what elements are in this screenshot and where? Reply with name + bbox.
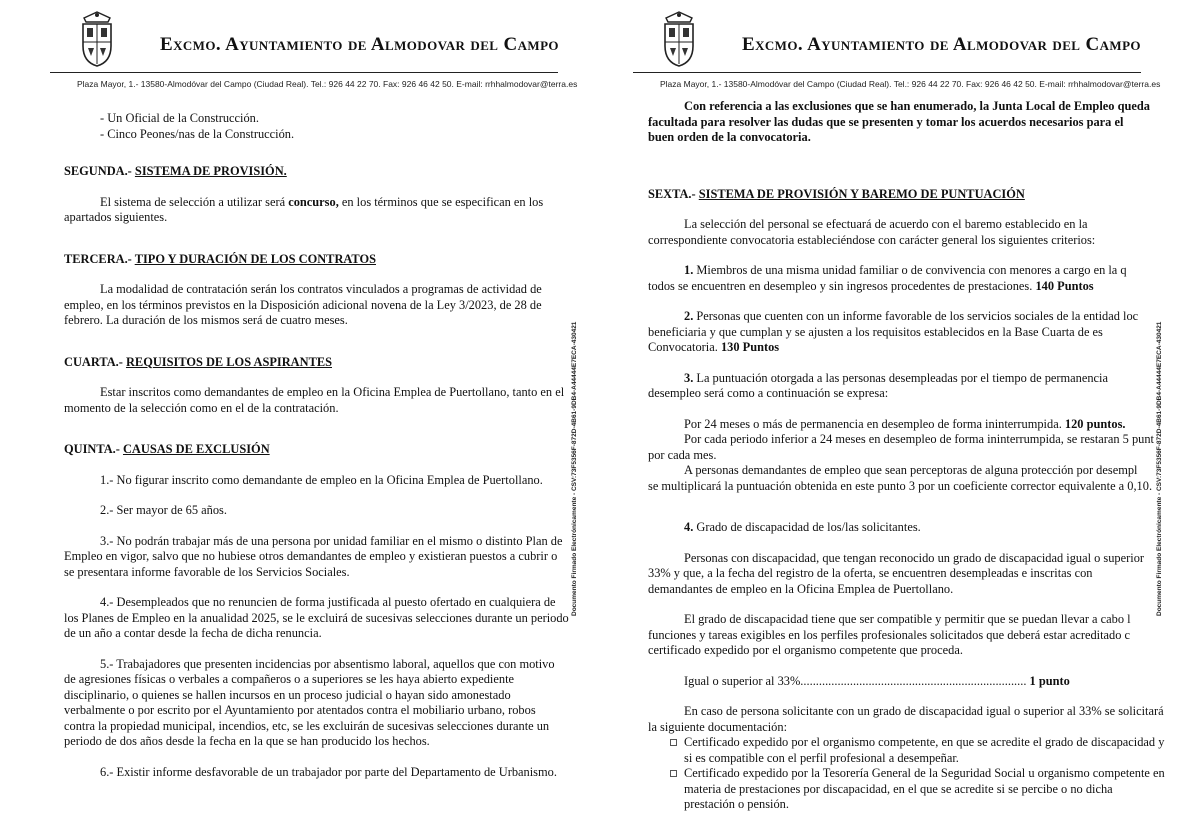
checkbox-bullet-icon [670, 770, 677, 777]
heading-prefix: SEGUNDA.- [64, 164, 132, 178]
header-divider [50, 72, 558, 73]
points-row: Igual o superior al 33%......................................................................... 1 punto [684, 673, 1070, 688]
document-page-right [600, 0, 1199, 811]
page-gutter [592, 0, 600, 749]
paragraph-line: facultada para resolver las dudas que se presenten y tomar los acuerdos necesarios para el [648, 114, 1124, 129]
paragraph-line: empleo, en los términos previstos en la Disposición adicional novena de la Ley 3/2023, de 28 de [64, 297, 542, 312]
paragraph-line: buen orden de la convocatoria. [648, 130, 811, 144]
paragraph-line: La modalidad de contratación serán los contratos vinculados a programas de actividad de [100, 282, 542, 296]
header-divider [633, 72, 1141, 73]
list-item: - Cinco Peones/nas de la Construcción. [100, 126, 295, 141]
checkbox-bullet-icon [670, 739, 677, 746]
points-label: 120 puntos. [1064, 416, 1126, 431]
paragraph-line: certificado expedido por el organismo competente que proceda. [648, 643, 963, 657]
criterion-item: 4. Grado de discapacidad de los/las solicitantes. [684, 520, 921, 534]
paragraph-line: En caso de persona solicitante con un grado de discapacidad igual o superior al 33% se solicitará [684, 704, 1164, 718]
paragraph-line: Estar inscritos como demandantes de empleo en la Oficina Emplea de Puertollano, tanto en el [100, 385, 565, 399]
heading-prefix: TERCERA.- [64, 251, 132, 266]
section-heading-segunda [64, 164, 557, 180]
criterion-item: 1. Miembros de una misma unidad familiar o de convivencia con menores a cargo en la q [684, 263, 1127, 277]
heading-prefix: CUARTA.- [64, 354, 123, 369]
paragraph-line: febrero. La duración de los mismos será de cuatro meses. [64, 313, 348, 327]
paragraph-line: El sistema de selección a utilizar será concurso, en los términos que se especifican en los [100, 194, 544, 209]
paragraph-line: Por 24 meses o más de permanencia en desempleo de forma ininterrumpida. 120 puntos. [684, 416, 1126, 431]
bold-term: concurso, [288, 194, 339, 209]
document-page-left [0, 0, 592, 779]
list-item: Certificado expedido por el organismo competente, en que se acredite el grado de discapacidad y si es compatible con el perfil profesional a desempeñar. [648, 735, 1141, 766]
paragraph-line: verbalmente o por escrito por el Ayuntamiento por atentados contra el mobiliario urbano, robos [64, 703, 536, 717]
heading-title: TIPO Y DURACIÓN DE LOS CONTRATOS [134, 251, 376, 266]
paragraph-line: todos se encuentren en desempleo y sin ingresos procedentes de prestaciones. 140 Puntos [648, 278, 1094, 293]
exclusion-item: 2.- Ser mayor de 65 años. [100, 503, 227, 517]
criterion-item: 2. Personas que cuenten con un informe favorable de los servicios sociales de la entidad loc [684, 309, 1139, 323]
paragraph-line: funciones y tareas exigibles en los perfiles profesionales solicitados que deberá estar acreditado c [648, 627, 1131, 642]
points-label: 1 punto [1029, 673, 1070, 688]
exclusion-item: 5.- Trabajadores que presenten incidencias por absentismo laboral, aquellos que con motivo [100, 656, 555, 671]
electronic-signature-stamp: Documento Firmado Electrónicamente - CSV:73F5356F-872D-4B61-9DB4-A44444E7ECA-430421 [571, 321, 578, 616]
exclusion-item: 3.- No podrán trabajar más de una persona por unidad familiar en el mismo o distinto Plan de [100, 533, 563, 548]
paragraph-line: beneficiaria y que cumplan y se ajusten a los requisitos establecidos en la Base Cuarta de es [648, 324, 1103, 339]
paragraph-line: Personas con discapacidad, que tengan reconocido un grado de discapacidad igual o superior [684, 550, 1145, 565]
paragraph-line: contra la propiedad municipal, incendios, etc, se les excluirán de sucesivas selecciones durante un [64, 718, 550, 733]
paragraph-line: Empleo en vigor, salvo que no hubiese otros demandantes de empleo y existieran puestos a cubrir o [64, 549, 558, 563]
municipality-address: Plaza Mayor, 1.- 13580-Almodóvar del Campo (Ciudad Real). Tel.: 926 44 22 70. Fax: 926 46 42 50. E-mail: rrhhalmodovar@terra.es [660, 79, 1161, 89]
electronic-signature-stamp: Documento Firmado Electrónicamente - CSV:73F5356F-872D-4B61-9DB4-A44444E7ECA-430421 [1156, 321, 1163, 616]
heading-title: CAUSAS DE EXCLUSIÓN [122, 442, 270, 456]
exclusion-item: 4.- Desempleados que no renuncien de forma justificada al puesto ofertado en cualquiera de [100, 595, 556, 609]
heading-prefix: QUINTA.- [64, 442, 120, 456]
paragraph-line: Convocatoria. 130 Puntos [648, 340, 780, 354]
section-heading-quinta [64, 442, 557, 458]
paragraph-line: La selección del personal se efectuará de acuerdo con el baremo establecido en la [684, 217, 1088, 231]
list-item: - Un Oficial de la Construcción. [100, 111, 259, 125]
list-item: Certificado expedido por la Tesorería General de la Seguridad Social u organismo competente en materia de prestaciones por discapacidad, en el que se acredite si se percibe o no dicha prestación o pensión. [648, 766, 1141, 813]
section-heading-sexta [648, 187, 1141, 203]
section-heading-tercera [64, 252, 557, 268]
paragraph-line: de agresiones físicas o verbales a compañeros o a superiores se les haya abierto expediente [64, 672, 515, 686]
heading-title: SISTEMA DE PROVISIÓN Y BAREMO DE PUNTUACIÓN [698, 186, 1025, 201]
exclusion-item: 6.- Existir informe desfavorable de un trabajador por parte del Departamento de Urbanismo. [100, 764, 557, 779]
paragraph-line: demandantes de empleo en la Oficina Emplea de Puertollano. [648, 581, 954, 596]
paragraph-line: correspondiente convocatoria estableciéndose con carácter general los siguientes criterios: [648, 232, 1096, 247]
paragraph-line: momento de la selección como en el de la contratación. [64, 400, 339, 415]
paragraph-line: Por cada periodo inferior a 24 meses en desempleo de forma ininterrumpida, se restaran 5 punt [684, 432, 1154, 446]
paragraph-line: los Planes de Empleo en la anualidad 2025, se le excluirá de sucesivas selecciones durante un periodo [64, 610, 569, 625]
coat-of-arms-icon [78, 10, 116, 68]
heading-title: SISTEMA DE PROVISIÓN. [134, 164, 287, 178]
paragraph-line: Con referencia a las exclusiones que se han enumerado, la Junta Local de Empleo queda [684, 99, 1150, 113]
paragraph-line: se presentara informe favorable de los Servicios Sociales. [64, 564, 350, 579]
document-body-left [64, 111, 569, 780]
municipality-title: Excmo. Ayuntamiento de Almodovar del Campo [742, 34, 1141, 55]
paragraph-line: desempleo será como a continuación se expresa: [648, 386, 889, 400]
paragraph-line: El grado de discapacidad tiene que ser compatible y permitir que se puedan llevar a cabo l [684, 612, 1131, 626]
points-label: 130 Puntos [720, 340, 780, 354]
municipality-address: Plaza Mayor, 1.- 13580-Almodóvar del Campo (Ciudad Real). Tel.: 926 44 22 70. Fax: 926 46 42 50. E-mail: rrhhalmodovar@terra.es [77, 79, 578, 89]
paragraph-line: disciplinario, o quienes se hallen incursos en un proceso judicial o hayan sido amonestado [64, 687, 511, 702]
heading-prefix: SEXTA.- [648, 186, 696, 201]
paragraph-line: apartados siguientes. [64, 210, 168, 224]
criterion-item: 3. La puntuación otorgada a las personas desempleadas por el tiempo de permanencia [684, 370, 1109, 385]
exclusion-item: 1.- No figurar inscrito como demandante de empleo en la Oficina Emplea de Puertollano. [100, 472, 543, 487]
paragraph-line: se multiplicará la puntuación obtenida en este punto 3 por un coeficiente corrector equivalente a 0,10. [648, 478, 1153, 493]
section-heading-cuarta [64, 355, 557, 371]
paragraph-line: periodo de dos años desde la fecha en la que se han producido los hechos. [64, 734, 430, 748]
paragraph-line: por cada mes. [648, 447, 717, 462]
paragraph-line: la siguiente documentación: [648, 719, 788, 734]
paragraph-line: de un año a contar desde la fecha de dicha renuncia. [64, 626, 322, 640]
heading-title: REQUISITOS DE LOS ASPIRANTES [125, 354, 332, 369]
paragraph-line: 33% y que, a la fecha del registro de la oferta, se encuentren desempleadas e inscritas con [648, 566, 1093, 580]
municipality-title: Excmo. Ayuntamiento de Almodovar del Campo [160, 34, 559, 55]
paragraph-line: A personas demandantes de empleo que sean perceptoras de alguna protección por desempl [684, 463, 1138, 477]
coat-of-arms-icon [660, 10, 698, 68]
points-label: 140 Puntos [1035, 278, 1094, 293]
